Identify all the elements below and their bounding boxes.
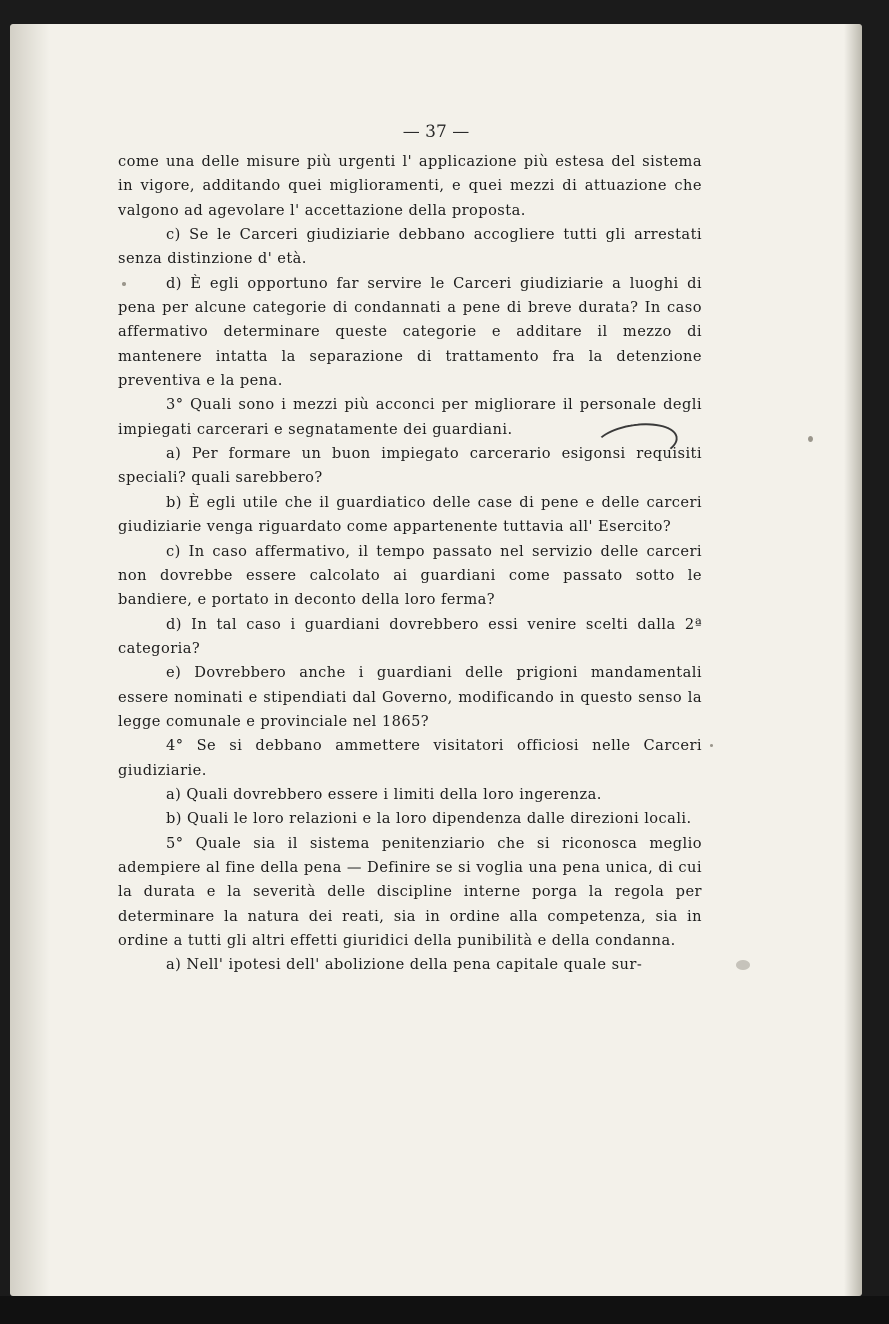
paragraph: c) In caso affermativo, il tempo passato nel servizio delle carceri non dovrebbe essere calcolato ai guardiani come passato sotto le bandiere, e portato in deconto della loro ferma? — [118, 542, 702, 609]
paragraph: 3° Quali sono i mezzi più acconci per migliorare il personale degli impiegati carcerari e segnatamente dei guardiani. — [118, 396, 702, 438]
paragraph: b) È egli utile che il guardiatico delle case di pene e delle carceri giudiziarie venga riguardato come appartenente tuttavia all' Esercito? — [118, 493, 702, 536]
paper-speck — [122, 282, 126, 286]
paragraph: c) Se le Carceri giudiziarie debbano accogliere tutti gli arrestati senza distinzione d' età. — [118, 226, 702, 268]
paragraph: come una delle misure più urgenti l' applicazione più estesa del sistema in vigore, additando quei miglioramenti, e quei mezzi di attuazione che valgono ad agevolare l' accettazione della proposta. — [118, 153, 702, 219]
paragraph: e) Dovrebbero anche i guardiani delle prigioni mandamentali essere nominati e stipendiati dal Governo, modificando in questo senso la legge comunale e provinciale nel 1865? — [118, 664, 702, 730]
page-edge-shade — [844, 24, 862, 1296]
body-text — [118, 150, 702, 978]
paragraph: 5° Quale sia il sistema penitenziario che si riconosca meglio adempiere al fine della pena — Definire se si voglia una pena unica, di cui la durata e la severità delle discipline interne porga la regola per determinare la natura dei reati, sia in ordine alla competenza, sia in ordine a tutti gli altri effetti giuridici della punibilità e della condanna. — [118, 834, 702, 949]
page-number: — 37 — — [402, 122, 470, 142]
book-page — [10, 24, 862, 1296]
paragraph: a) Quali dovrebbero essere i limiti della loro ingerenza. — [166, 785, 602, 803]
paper-speck — [808, 436, 813, 442]
paragraph: d) In tal caso i guardiani dovrebbero essi venire scelti dalla 2ª categoria? — [118, 615, 702, 657]
paper-speck — [710, 744, 713, 747]
paragraph: d) È egli opportuno far servire le Carceri giudiziarie a luoghi di pena per alcune categorie di condannati a pene di breve durata? In caso affermativo determinare queste categorie e additare il mezzo di mantenere intatta la separazione di trattamento fra la detenzione preventiva e la pena. — [118, 274, 702, 390]
paragraph: a) Nell' ipotesi dell' abolizione della pena capitale quale sur- — [166, 956, 643, 974]
page-gutter-shade — [10, 24, 50, 1296]
paragraph: a) Per formare un buon impiegato carcerario esigonsi requisiti speciali? quali sarebbero? — [118, 445, 702, 487]
scan-bottom-border — [0, 1296, 889, 1324]
paragraph: b) Quali le loro relazioni e la loro dipendenza dalle direzioni locali. — [166, 810, 692, 828]
paper-speck — [736, 960, 750, 970]
paragraph: 4° Se si debbano ammettere visitatori officiosi nelle Carceri giudiziarie. — [118, 737, 702, 779]
